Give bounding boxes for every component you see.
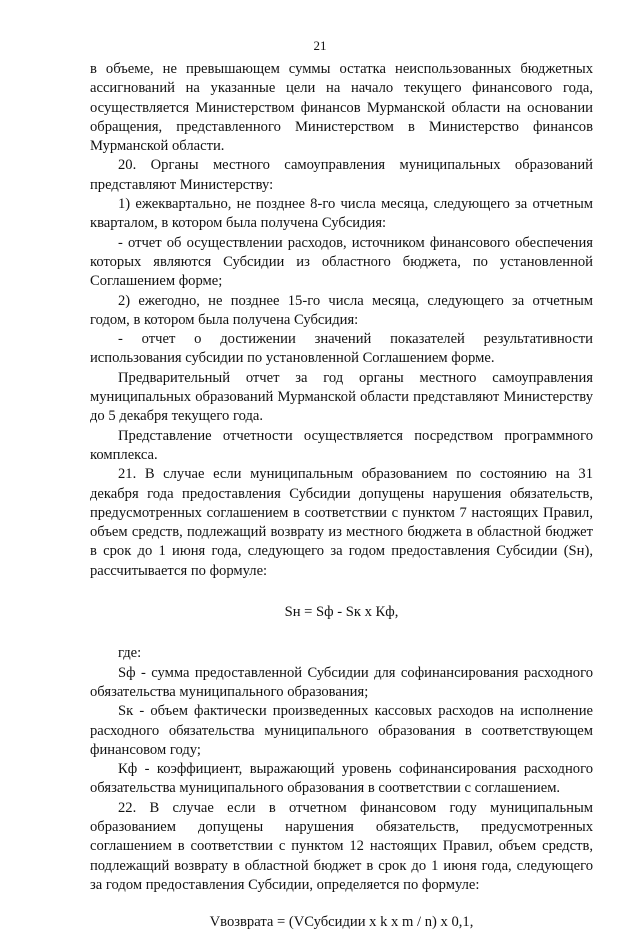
- paragraph-20-item-2-dash: - отчет о достижении значений показателей результативности использования субсидии по установленной Соглашением форме.: [90, 331, 593, 367]
- definition-sf: Sф - сумма предоставленной Субсидии для софинансирования расходного обязательства муниципального образования;: [90, 664, 593, 700]
- paragraph-reporting-software: Представление отчетности осуществляется посредством программного комплекса.: [90, 427, 593, 463]
- formula-1: Sн = Sф - Sк х Кф,: [284, 604, 399, 621]
- paragraph-20: 20. Органы местного самоуправления муниципальных образований представляют Министерству:: [90, 157, 593, 193]
- paragraph-20-item-1-dash: - отчет об осуществлении расходов, источником финансового обеспечения которых являются Субсидии из областного бюджета, по установленной Соглашением форме;: [90, 234, 593, 290]
- paragraph-21: 21. В случае если муниципальным образованием по состоянию на 31 декабря года предоставления Субсидии допущены нарушения обязательств, предусмотренных соглашением в соответствии с пунктом 7 настоящих Правил, объем средств, подлежащий возврату из местного бюджета в областной бюджет в срок до 1 июня года, следующего за годом предоставления Субсидии (Sн), рассчитывается по формуле:: [90, 466, 593, 579]
- paragraph-20-item-2: 2) ежегодно, не позднее 15-го числа месяца, следующего за отчетным годом, в котором была получена Субсидия:: [90, 292, 593, 328]
- definition-kf: Кф - коэффициент, выражающий уровень софинансирования расходного обязательства муниципального образования в соответствии с соглашением.: [90, 761, 593, 797]
- where-label: где:: [118, 645, 142, 662]
- paragraph-22: 22. В случае если в отчетном финансовом году муниципальным образованием допущены нарушения обязательств, предусмотренных соглашением в соответствии с пунктом 12 настоящих Правил, объем средств, подлежащий возврату в областной бюджет в срок до 1 июня года, следующего за годом предоставления Субсидии, определяется по формуле:: [90, 799, 593, 893]
- page-number: 21: [313, 38, 327, 53]
- paragraph-20-item-1: 1) ежеквартально, не позднее 8-го числа месяца, следующего за отчетным кварталом, в котором была получена Субсидия:: [90, 196, 593, 232]
- formula-2: Vвозврата = (VСубсидии х k х m / n) х 0,1,: [209, 914, 474, 931]
- paragraph-preliminary-report: Предварительный отчет за год органы местного самоуправления муниципальных образований Мурманской области представляют Министерству до 5 декабря текущего года.: [90, 369, 593, 425]
- document-body: [90, 60, 593, 932]
- paragraph-continuation: в объеме, не превышающем суммы остатка неиспользованных бюджетных ассигнований на указанные цели на начало текущего финансового года, осуществляется Министерством финансов Мурманской области на основании обращения, представленного Министерством в Министерство финансов Мурманской области.: [90, 61, 593, 155]
- definition-sk: Sк - объем фактически произведенных кассовых расходов на исполнение расходного обязательства муниципального образования в соответствующем финансовом году;: [90, 703, 593, 758]
